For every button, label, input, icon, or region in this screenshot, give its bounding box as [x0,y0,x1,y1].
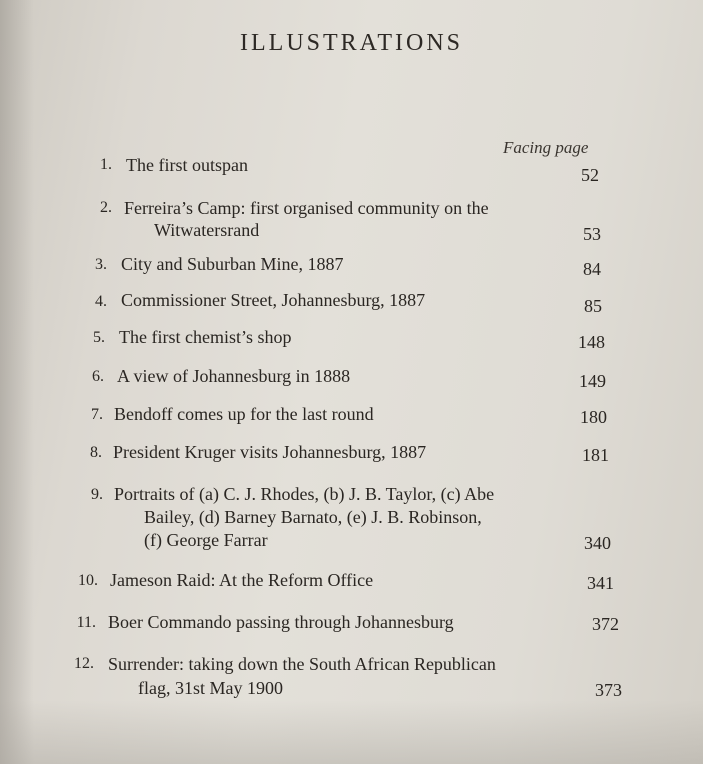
entry-page: 84 [583,259,601,279]
entry-title-line: Bailey, (d) Barney Barnato, (e) J. B. Robinson, [144,507,482,527]
entry-title [117,365,350,387]
entry-title-line: Ferreira’s Camp: first organised community on the [124,198,489,218]
page-shadow-left [0,0,34,764]
entry-title-line: Boer Commando passing through Johannesburg [108,612,454,632]
entry-page: 340 [584,533,611,553]
entry-title [114,483,494,552]
entry-number: 3. [95,256,107,273]
entry-number: 1. [100,156,112,173]
entry-title-line: Surrender: taking down the South African Republican [108,654,496,674]
entry-number: 8. [90,444,102,461]
entry-title-line: (f) George Farrar [144,530,268,550]
entry-title [119,326,291,348]
entry-number: 12. [74,655,94,672]
entry-title-line: President Kruger visits Johannesburg, 1887 [113,442,427,462]
entry-title [108,652,496,700]
entry-number: 10. [78,572,98,589]
entry-title [114,403,374,425]
entry-page: 373 [595,680,622,700]
entry-page: 372 [592,614,619,634]
entry-title [121,253,344,275]
entry-page: 148 [578,332,605,352]
entry-title [126,154,248,176]
entry-page: 180 [580,407,607,427]
entry-page: 149 [579,371,606,391]
entry-number: 11. [76,614,96,631]
entry-page: 181 [582,445,609,465]
entry-number: 9. [91,486,103,503]
entry-number: 7. [91,406,103,423]
entry-title-line: Witwatersrand [154,220,260,240]
page-title: ILLUSTRATIONS [240,30,463,56]
entry-title-line: Commissioner Street, Johannesburg, 1887 [121,290,426,310]
entry-page: 341 [587,573,614,593]
entry-number: 5. [93,329,105,346]
entry-number: 4. [95,293,107,310]
entry-title-line: Portraits of (a) C. J. Rhodes, (b) J. B. Taylor, (c) Abe [114,484,495,504]
entry-title-line: The first chemist’s shop [119,327,292,347]
entry-title-line: The first outspan [126,155,248,175]
entry-number: 2. [100,199,112,216]
entry-title [108,611,454,633]
entry-number: 6. [92,368,104,385]
page-shadow-bottom [0,700,703,764]
entry-title-line: A view of Johannesburg in 1888 [117,366,351,386]
entry-title-line: flag, 31st May 1900 [138,678,283,698]
entry-page: 53 [583,224,601,244]
entry-page: 85 [584,296,602,316]
entry-title-line: City and Suburban Mine, 1887 [121,254,344,274]
entry-title [121,289,425,311]
entry-page: 52 [581,165,599,185]
entry-title [110,569,373,591]
entry-title-line: Bendoff comes up for the last round [114,404,374,424]
entry-title [113,441,426,463]
entry-title-line: Jameson Raid: At the Reform Office [110,570,374,590]
facing-page-header: Facing page [503,138,589,157]
entry-title [124,197,489,241]
